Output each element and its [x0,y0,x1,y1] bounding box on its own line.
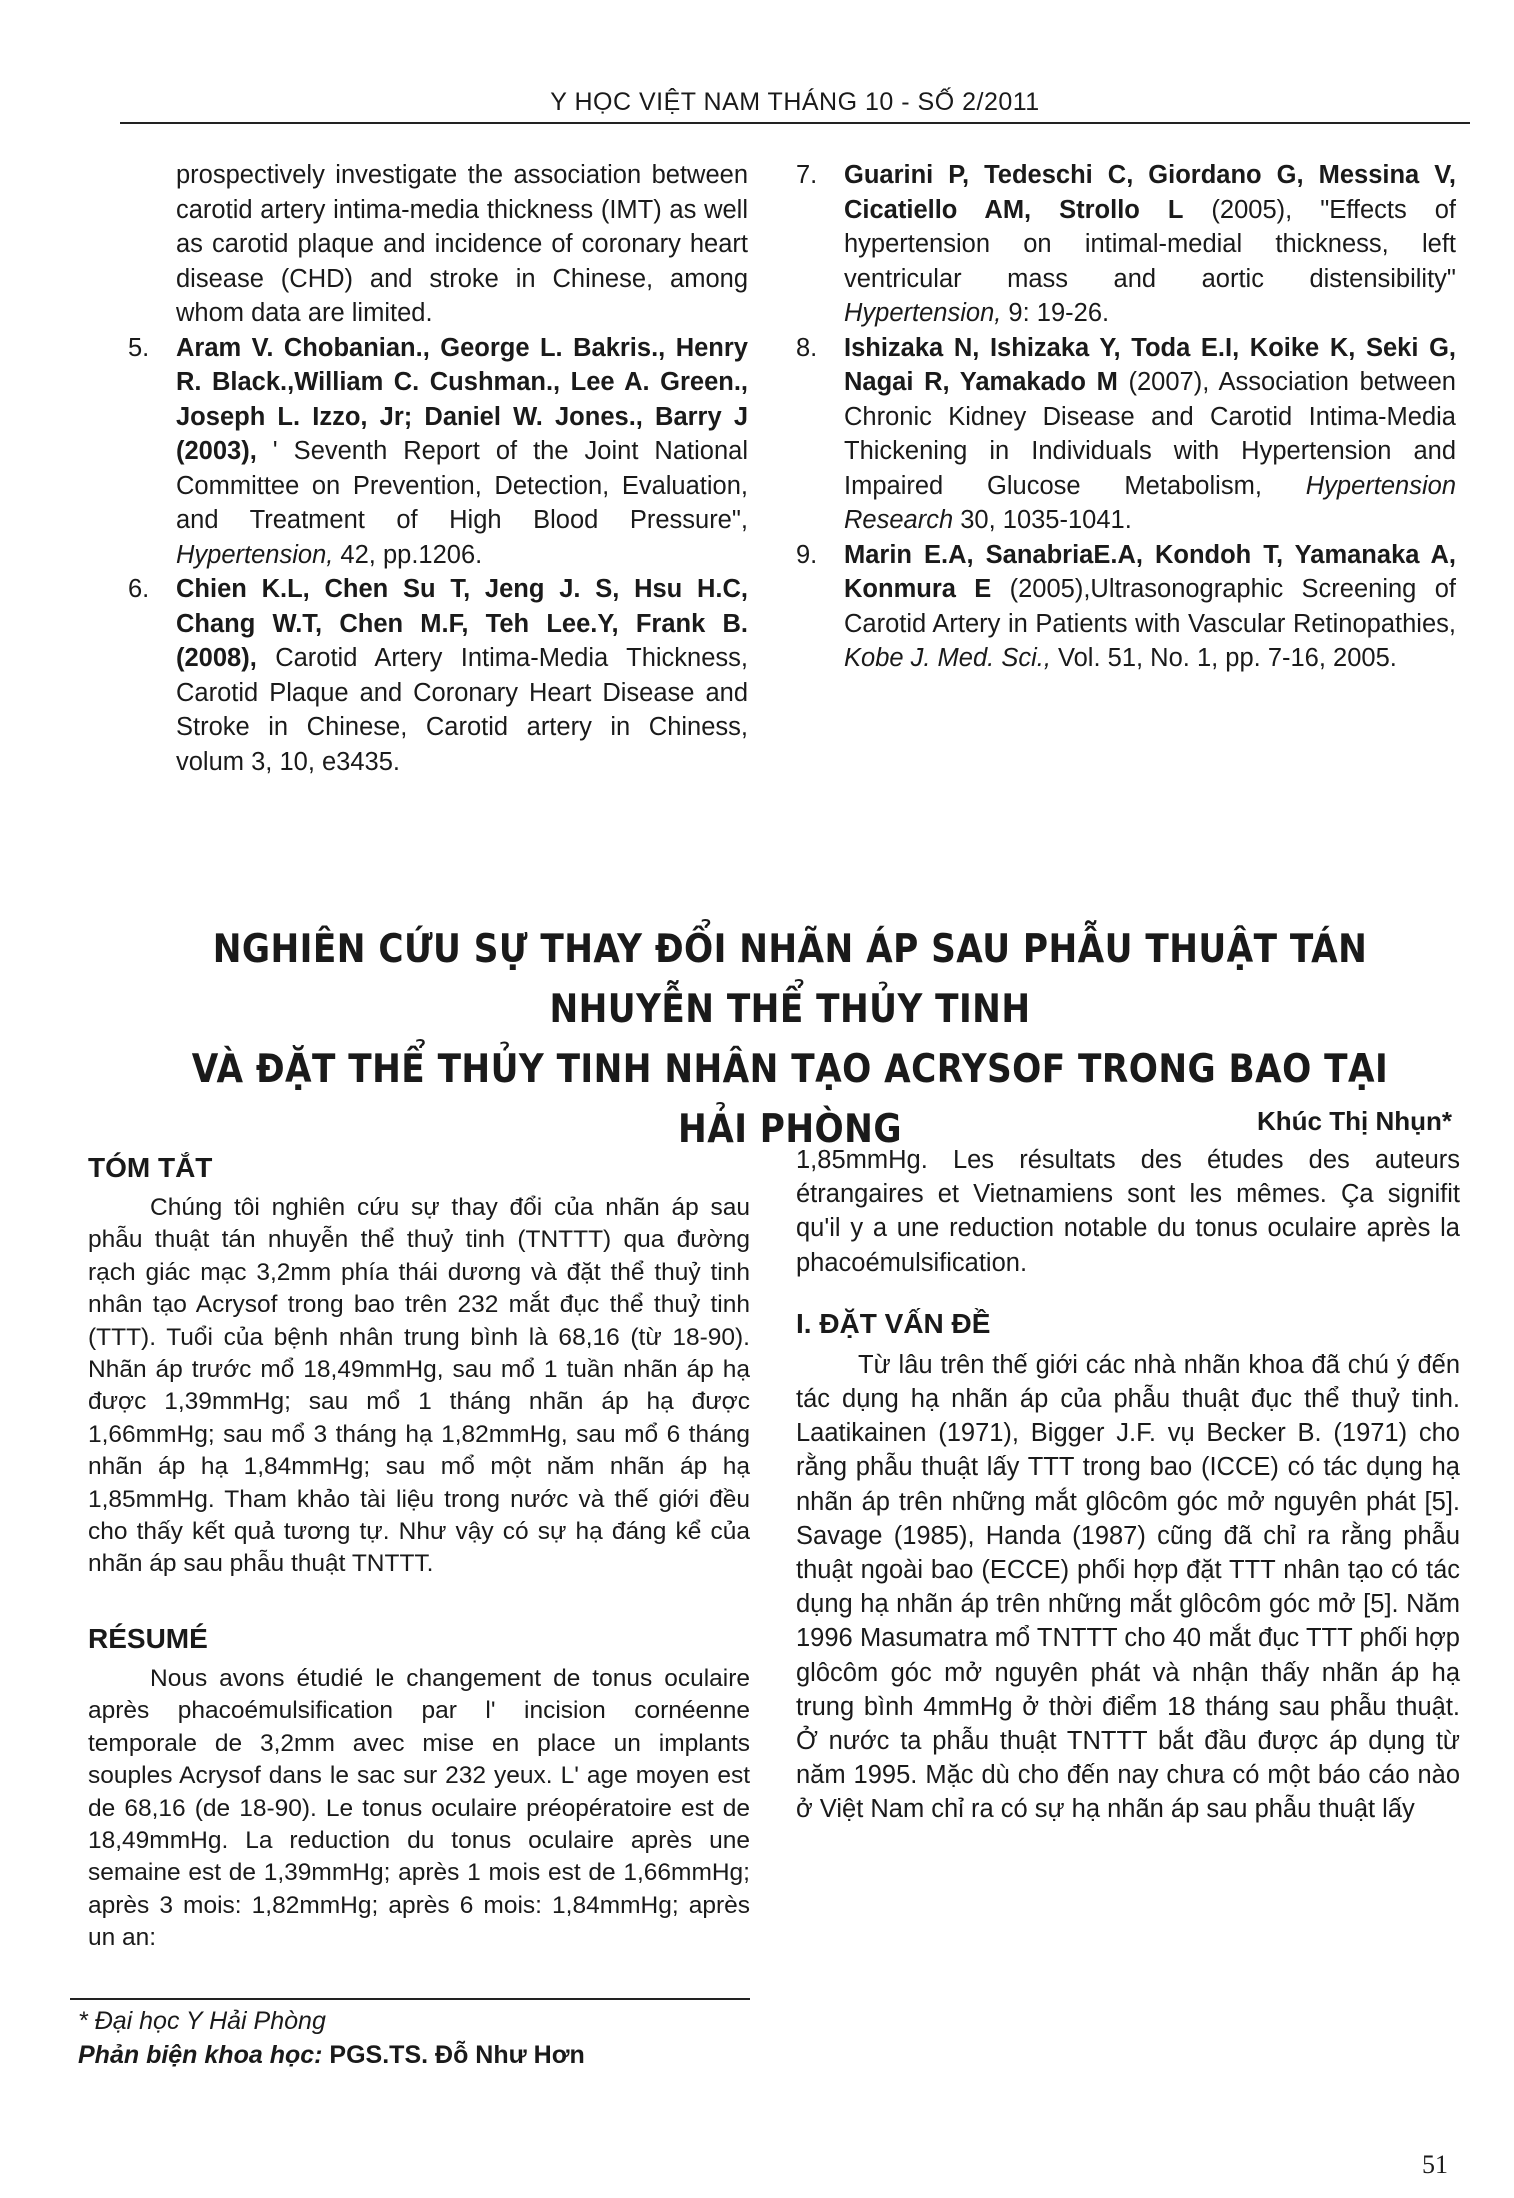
references-right-column [796,158,1456,676]
reference-journal: Kobe J. Med. Sci., [844,644,1051,672]
reference-number: 9. [796,540,818,569]
section-1-heading: I. ĐẶT VẤN ĐỀ [796,1307,991,1339]
reference-number: 8. [796,333,818,362]
reference-authors: Chien K.L, Chen Su T, Jeng J. S, Hsu H.C, Chang W.T, Chen M.F, Teh Lee.Y, Frank B. (2008), [176,575,748,672]
abstract-fr-heading: RÉSUMÉ [88,1622,208,1654]
body-right-column [796,1143,1460,1827]
reference-journal: Hypertension, [844,299,1002,327]
reference-number: 7. [796,161,818,189]
page-number: 51 [1422,2150,1448,2179]
reference-5 [128,331,748,573]
reviewer-name: PGS.TS. Đỗ Như Hơn [322,2041,585,2069]
reference-text: (2007), Association between Chronic Kidney Disease and Carotid Intima-Media Thickening in Individuals with Hypertension and Impaired Glucose Metabolism, [844,368,1456,500]
reference-6 [128,572,748,779]
section-1-text: Từ lâu trên thế giới các nhà nhãn khoa đã chú ý đến tác dụng hạ nhãn áp của phẫu thuật đục thể thuỷ tinh. Laatikainen (1971), Bigger J.F. vụ Becker B. (1971) cho rằng phẫu thuật lấy TTT trong bao (ICCE) có tác dụng hạ nhãn áp trên những mắt glôcôm góc mở nguyên phát [5]. Savage (1985), Handa (1987) cũng đã chỉ ra rằng phẫu thuật ngoài bao (ECCE) phối hợp đặt TTT nhân tạo có tác dụng hạ nhãn áp trên những mắt glôcôm góc mở [5]. Năm 1996 Masumatra mổ TNTTT cho 40 mắt đục TTT phối hợp glôcôm góc mở nguyên phát và nhận thấy nhãn áp hạ trung bình 4mmHg ở thời điểm 18 tháng sau phẫu thuật. Ở nước ta phẫu thuật TNTTT bắt đầu được áp dụng từ năm 1995. Mặc dù cho đến nay chưa có một báo cáo nào ở Việt Nam chỉ ra có sự hạ nhãn áp sau phẫu thuật lấy [796,1350,1460,1824]
reference-9 [796,538,1456,676]
reference-text: ' Seventh Report of the Joint National Committee on Prevention, Detection, Evaluation, and Treatment of High Blood Pressure", [176,437,748,534]
reviewer-line [78,2038,758,2072]
reference-text: (2005),Ultrasonographic Screening of Carotid Artery in Patients with Vascular Retinopathies, [844,575,1456,638]
reference-number: 5. [128,333,150,362]
abstract-fr-continuation: 1,85mmHg. Les résultats des études des auteurs étrangaires et Vietnamiens sont les mêmes. Ça signifit qu'il y a une reduction notable du tonus oculaire après la phacoémulsification. [796,1146,1460,1277]
abstract-column [88,1150,750,1955]
reference-authors: Marin E.A, SanabriaE.A, Kondoh T, Yamanaka A, Konmura E [844,540,1456,603]
reference-authors: Aram V. Chobanian., George L. Bakris., Henry R. Black.,William C. Cushman., Lee A. Green., Joseph L. Izzo, Jr; Daniel W. Jones., Barry J (2003), [176,333,748,465]
references-left-column [128,158,748,779]
reference-journal: Hypertension, [176,540,334,569]
article-author: Khúc Thị Nhụn* [1257,1106,1452,1136]
footnote-rule [70,1998,750,2000]
abstract-vi-heading: TÓM TẮT [88,1152,213,1183]
reference-number: 6. [128,575,150,603]
footnotes [78,2004,758,2072]
reference-tail: 9: 19-26. [1001,299,1110,327]
article-title-line-1: NGHIÊN CỨU SỰ THAY ĐỔI NHÃN ÁP SAU PHẪU THUẬT TÁN NHUYỄN THỂ THỦY TINH [212,927,1368,1032]
reviewer-label: Phản biện khoa học: [78,2041,323,2069]
reference-continuation-text: prospectively investigate the association between carotid artery intima-media thickness (IMT) as well as carotid plaque and incidence of coronary heart disease (CHD) and stroke in Chinese, among whom data are limited. [176,161,748,327]
abstract-fr-text: Nous avons étudié le changement de tonus oculaire après phacoémulsification par l' incision cornéenne temporale de 3,2mm avec mise en place un implants souples Acrysof dans le sac sur 232 yeux. L' age moyen est de 68,16 (de 18-90). Le tonus oculaire préopératoire est de 18,49mmHg. La reduction du tonus oculaire après une semaine est de 1,39mmHg; après 1 mois est de 1,66mmHg; après 3 mois: 1,82mmHg; après 6 mois: 1,84mmHg; après un an: [88,1664,750,1952]
article-title-line-2: VÀ ĐẶT THỂ THỦY TINH NHÂN TẠO ACRYSOF TRONG BAO TẠI HẢI PHÒNG [191,1047,1389,1152]
header-rule [120,122,1470,124]
reference-authors: Ishizaka N, Ishizaka Y, Toda E.I, Koike K, Seki G, Nagai R, Yamakado M [844,333,1456,396]
reference-text: (2005), "Effects of hypertension on intimal-medial thickness, left ventricular mass and aortic distensibility" [844,195,1456,293]
author-affiliation: * Đại học Y Hải Phòng [78,2007,326,2035]
reference-text: Carotid Artery Intima-Media Thickness, Carotid Plaque and Coronary Heart Disease and Stroke in Chinese, Carotid artery in Chiness, volum 3, 10, e3435. [176,644,748,776]
abstract-vi-text: Chúng tôi nghiên cứu sự thay đổi của nhãn áp sau phẫu thuật tán nhuyễn thể thuỷ tinh (TNTTT) qua đường rạch giác mạc 3,2mm phía thái dương và đặt thể thuỷ tinh nhân tạo Acrysof trong bao trên 232 mắt đục thể thuỷ tinh (TTT). Tuổi của bệnh nhân trung bình là 68,16 (từ 18-90). Nhãn áp trước mổ 18,49mmHg, sau mổ 1 tuần nhãn áp hạ được 1,39mmHg; sau mổ 1 tháng nhãn áp hạ được 1,66mmHg; sau mổ 3 tháng hạ 1,82mmHg, sau mổ 6 tháng nhãn áp hạ 1,84mmHg; sau mổ một năm nhãn áp hạ 1,85mmHg. Tham khảo tài liệu trong nước và thế giới đều cho thấy kết quả tương tự. Như vậy có sự hạ đáng kể của nhãn áp sau phẫu thuật TNTTT. [88,1194,750,1578]
reference-authors: Guarini P, Tedeschi C, Giordano G, Messina V, Cicatiello AM, Strollo L [844,161,1456,224]
reference-tail: 30, 1035-1041. [953,506,1132,534]
reference-continuation [128,158,748,331]
article-title [165,920,1415,1160]
reference-tail: 42, pp.1206. [333,540,483,569]
journal-header: Y HỌC VIỆT NAM THÁNG 10 - SỐ 2/2011 [550,88,1040,116]
reference-8 [796,331,1456,538]
reference-tail: Vol. 51, No. 1, pp. 7-16, 2005. [1050,644,1397,672]
reference-7 [796,158,1456,331]
reference-journal: Hypertension Research [844,471,1456,534]
